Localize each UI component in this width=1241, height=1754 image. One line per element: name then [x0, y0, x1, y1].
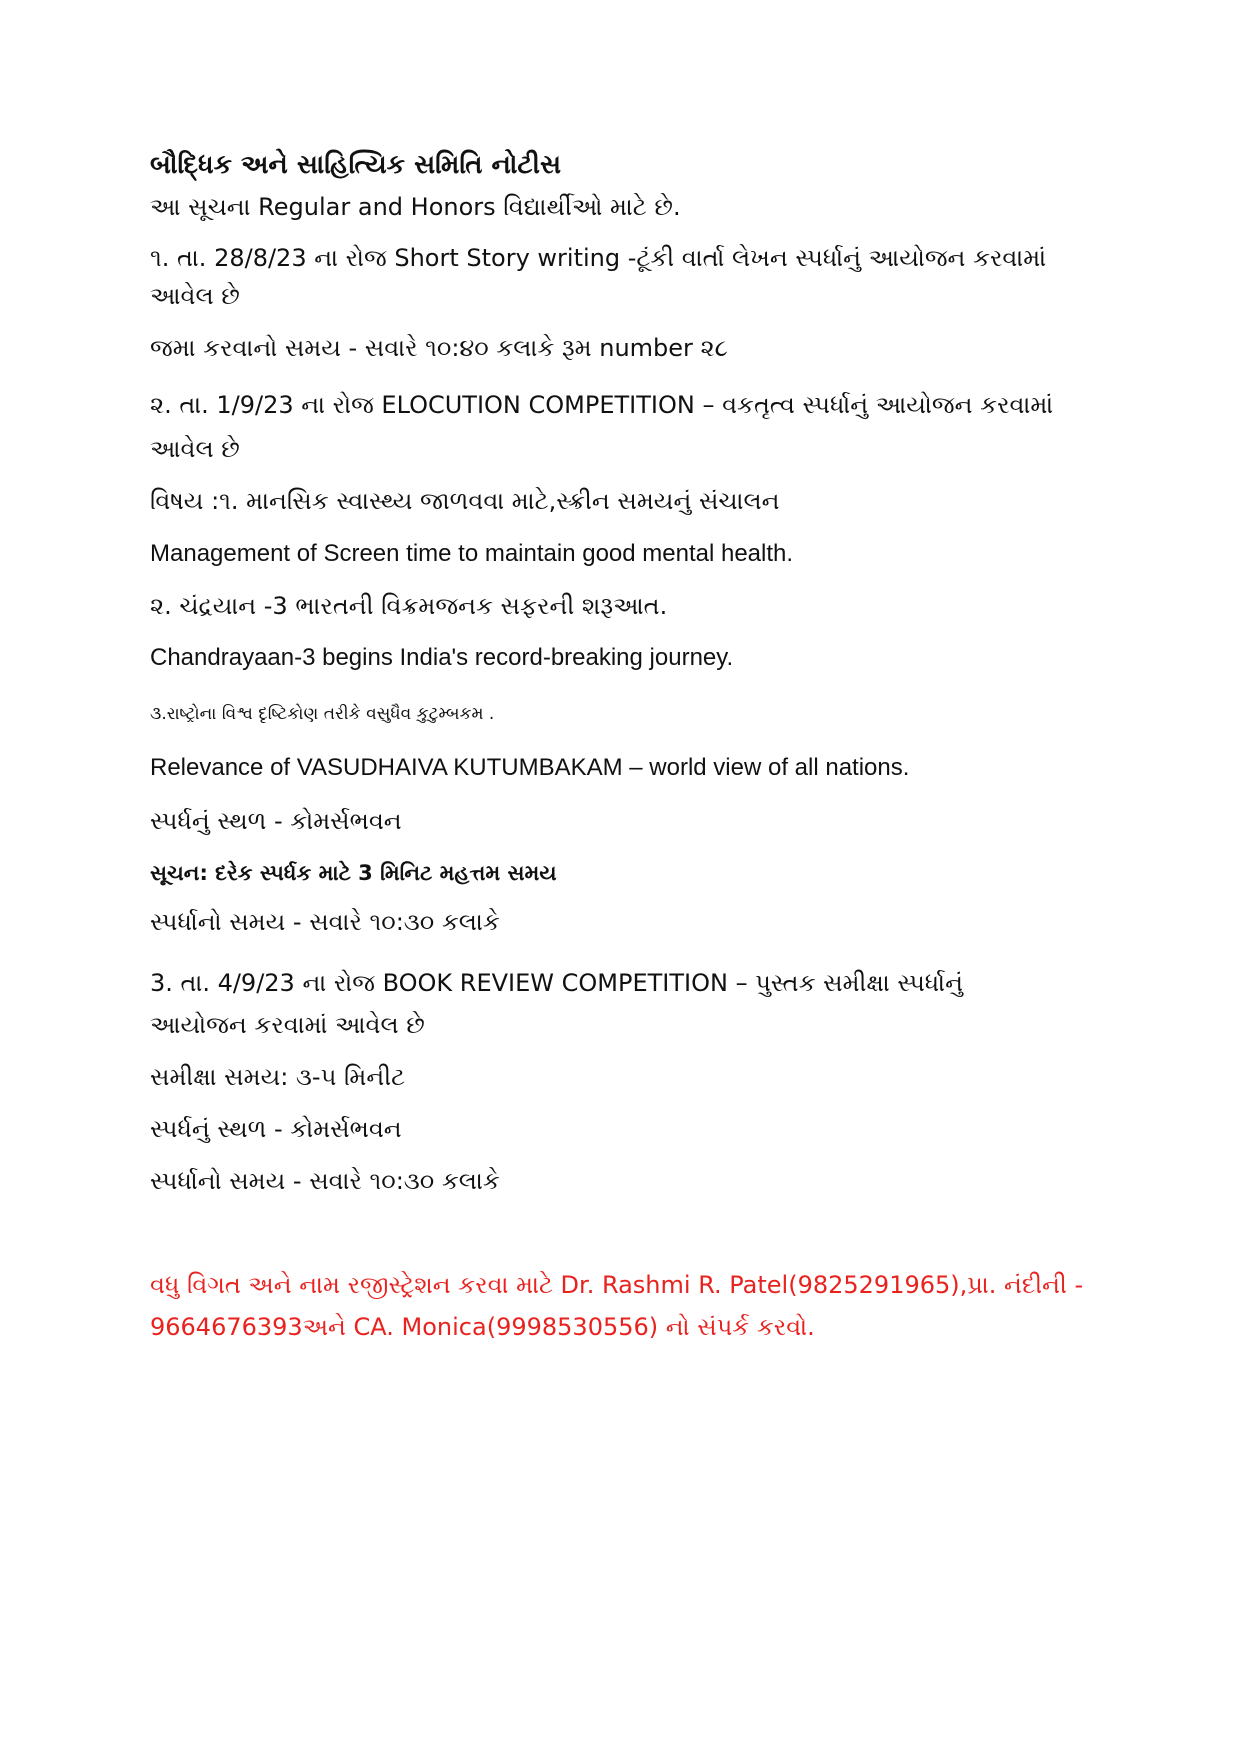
- item2-line1: ૨. તા. 1/9/23 ના રોજ ELOCUTION COMPETITION – વકતૃત્વ સ્પર્ધાનું આયોજન કરવામાં: [150, 391, 1054, 419]
- item3-line1: 3. તા. 4/9/23 ના રોજ BOOK REVIEW COMPETITION – પુસ્તક સમીક્ષા સ્પર્ધાનું: [150, 969, 963, 997]
- item1-line1: ૧. તા. 28/8/23 ના રોજ Short Story writing -ટૂંકી વાર્તા લેખન સ્પર્ધાનું આયોજન કરવામાં: [150, 244, 1047, 272]
- item2-topic2-gujarati: ૨. ચંદ્રયાન -3 ભારતની વિક્રમજનક સફરની શરૂઆત.: [150, 592, 668, 620]
- item1-submit-time: જમા કરવાનો સમય - સવારે ૧૦:૪૦ કલાકે રૂમ number ૨૮: [150, 334, 728, 362]
- item3-line2: આયોજન કરવામાં આવેલ છે: [150, 1011, 425, 1039]
- item2-topic1-gujarati: વિષય :૧. માનસિક સ્વાસ્થ્ય જાળવવા માટે,સ્ક્રીન સમયનું સંચાલન: [150, 487, 780, 515]
- item2-topic2-english: Chandrayaan-3 begins India's record-breaking journey.: [150, 644, 734, 671]
- item2-topic3-english: Relevance of VASUDHAIVA KUTUMBAKAM – world view of all nations.: [150, 754, 910, 781]
- contact-info: વધુ વિગત અને નામ રજીસ્ટ્રેશન કરવા માટે Dr. Rashmi R. Patel(9825291965),પ્રા. નંદીની - 9664676393અને CA. Monica(9998530556) નો સંપર્ક કરવો.: [150, 1271, 1084, 1341]
- item2-note: સૂચન: દરેક સ્પર્ધક માટે 3 મિનિટ મહત્તમ સમય: [150, 861, 557, 885]
- notice-intro: આ સૂચના Regular and Honors વિદ્યાર્થીઓ માટે છે.: [150, 193, 681, 221]
- item2-topic3-gujarati: ૩.રાષ્ટ્રોના વિશ્વ દૃષ્ટિકોણ તરીકે વસુધૈવ કુટુમ્બકમ .: [150, 704, 495, 724]
- item3-review-time: સમીક્ષા સમય: ૩-૫ મિનીટ: [150, 1063, 406, 1091]
- item2-line2: આવેલ છે: [150, 435, 240, 463]
- item2-time: સ્પર્ધાનો સમય - સવારે ૧૦:૩૦ કલાકે: [150, 908, 500, 936]
- notice-title: બૌદ્ધિક અને સાહિત્યિક સમિતિ નોટીસ: [150, 150, 562, 180]
- item2-venue: સ્પર્ધનું સ્થળ - કોમર્સભવન: [150, 807, 402, 835]
- item2-topic1-english: Management of Screen time to maintain good mental health.: [150, 540, 794, 567]
- item1-line2: આવેલ છે: [150, 282, 240, 310]
- item3-venue: સ્પર્ધનું સ્થળ - કોમર્સભવન: [150, 1115, 402, 1143]
- item3-time: સ્પર્ધાનો સમય - સવારે ૧૦:૩૦ કલાકે: [150, 1167, 500, 1195]
